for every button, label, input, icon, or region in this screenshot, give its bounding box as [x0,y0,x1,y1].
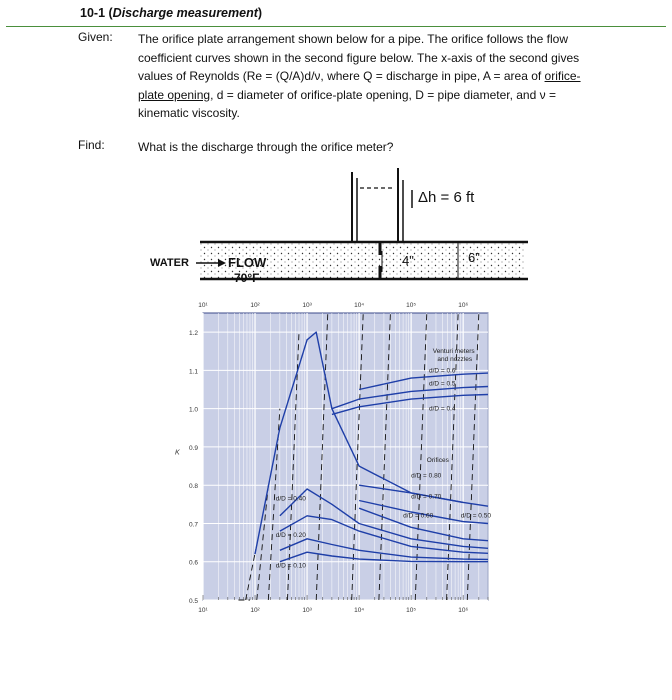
x-tick-label-top: 10⁵ [406,302,417,309]
venturi-label-06: d/D = 0.6 [428,367,456,375]
y-tick-label: 1.1 [188,368,198,376]
y-tick-label: 1.0 [188,406,198,414]
y-tick-label: 0.6 [188,559,198,567]
y-tick-label: 0.5 [188,598,198,605]
x-tick-label: 10¹ [198,607,208,614]
problem-title: 10-1 (Discharge measurement) [80,6,263,20]
x-tick-label-top: 10¹ [198,302,208,309]
y-tick-label: 0.8 [188,483,198,491]
x-tick-label: 10³ [302,607,312,614]
x-tick-label: 10² [250,607,260,614]
pipe-diameter-label: 6" [468,250,480,265]
orifice-label-080: d/D = 0.80 [411,472,442,480]
temp-label: 70°F [234,271,260,285]
given-label: Given: [78,30,113,44]
y-axis-label: K [175,449,180,457]
orifice-diameter-label: 4" [402,253,414,268]
venturi-label-05: d/D = 0.5 [428,380,456,388]
x-tick-label-top: 10² [250,302,260,309]
y-tick-label: 0.9 [188,444,198,452]
orifice-label-060: d/D = 0.60 [403,512,434,520]
x-tick-label-top: 10⁶ [458,302,469,309]
find-label: Find: [78,138,105,152]
venturi-label-04: d/D = 0.4 [428,405,456,413]
orifice-label-040: d/D = 0.40 [275,495,306,503]
flow-label: FLOW [228,255,267,270]
x-tick-label-top: 10⁴ [354,302,365,309]
orifices-title: Orifices [426,457,449,465]
orifice-label-050: d/D = 0.50 [460,512,491,520]
orifice-label-010: d/D = 0.10 [275,562,306,570]
find-text: What is the discharge through the orifice meter? [138,140,394,154]
venturi-subtitle: and nozzles [437,355,473,363]
x-tick-label-top: 10³ [302,302,312,309]
given-text: The orifice plate arrangement shown below for a pipe. The orifice follows the flow coefficient curves shown in the second figure below. The x-axis of the second gives values of Reynolds (Re = (Q/A)d/ν, where Q = discharge in pipe, A = area of orifice-plate opening, d = diameter of orifice-plate opening, D = pipe diameter, and ν = kinematic viscosity. [138,32,581,121]
flow-coefficient-chart [160,296,500,626]
water-label: WATER [150,257,189,269]
dh-label: Δh = 6 ft [418,189,475,206]
orifice-label-070: d/D = 0.70 [411,493,442,501]
y-tick-label: 1.2 [188,330,198,338]
orifice-label-020: d/D = 0.20 [275,531,306,539]
orifice-diagram [140,162,540,288]
y-tick-label: 0.7 [188,521,198,529]
divider [6,26,666,27]
venturi-title: Venturi meters [432,348,475,356]
x-tick-label: 10⁶ [458,607,469,614]
x-tick-label: 10⁴ [354,607,365,614]
x-tick-label: 10⁵ [406,607,417,614]
